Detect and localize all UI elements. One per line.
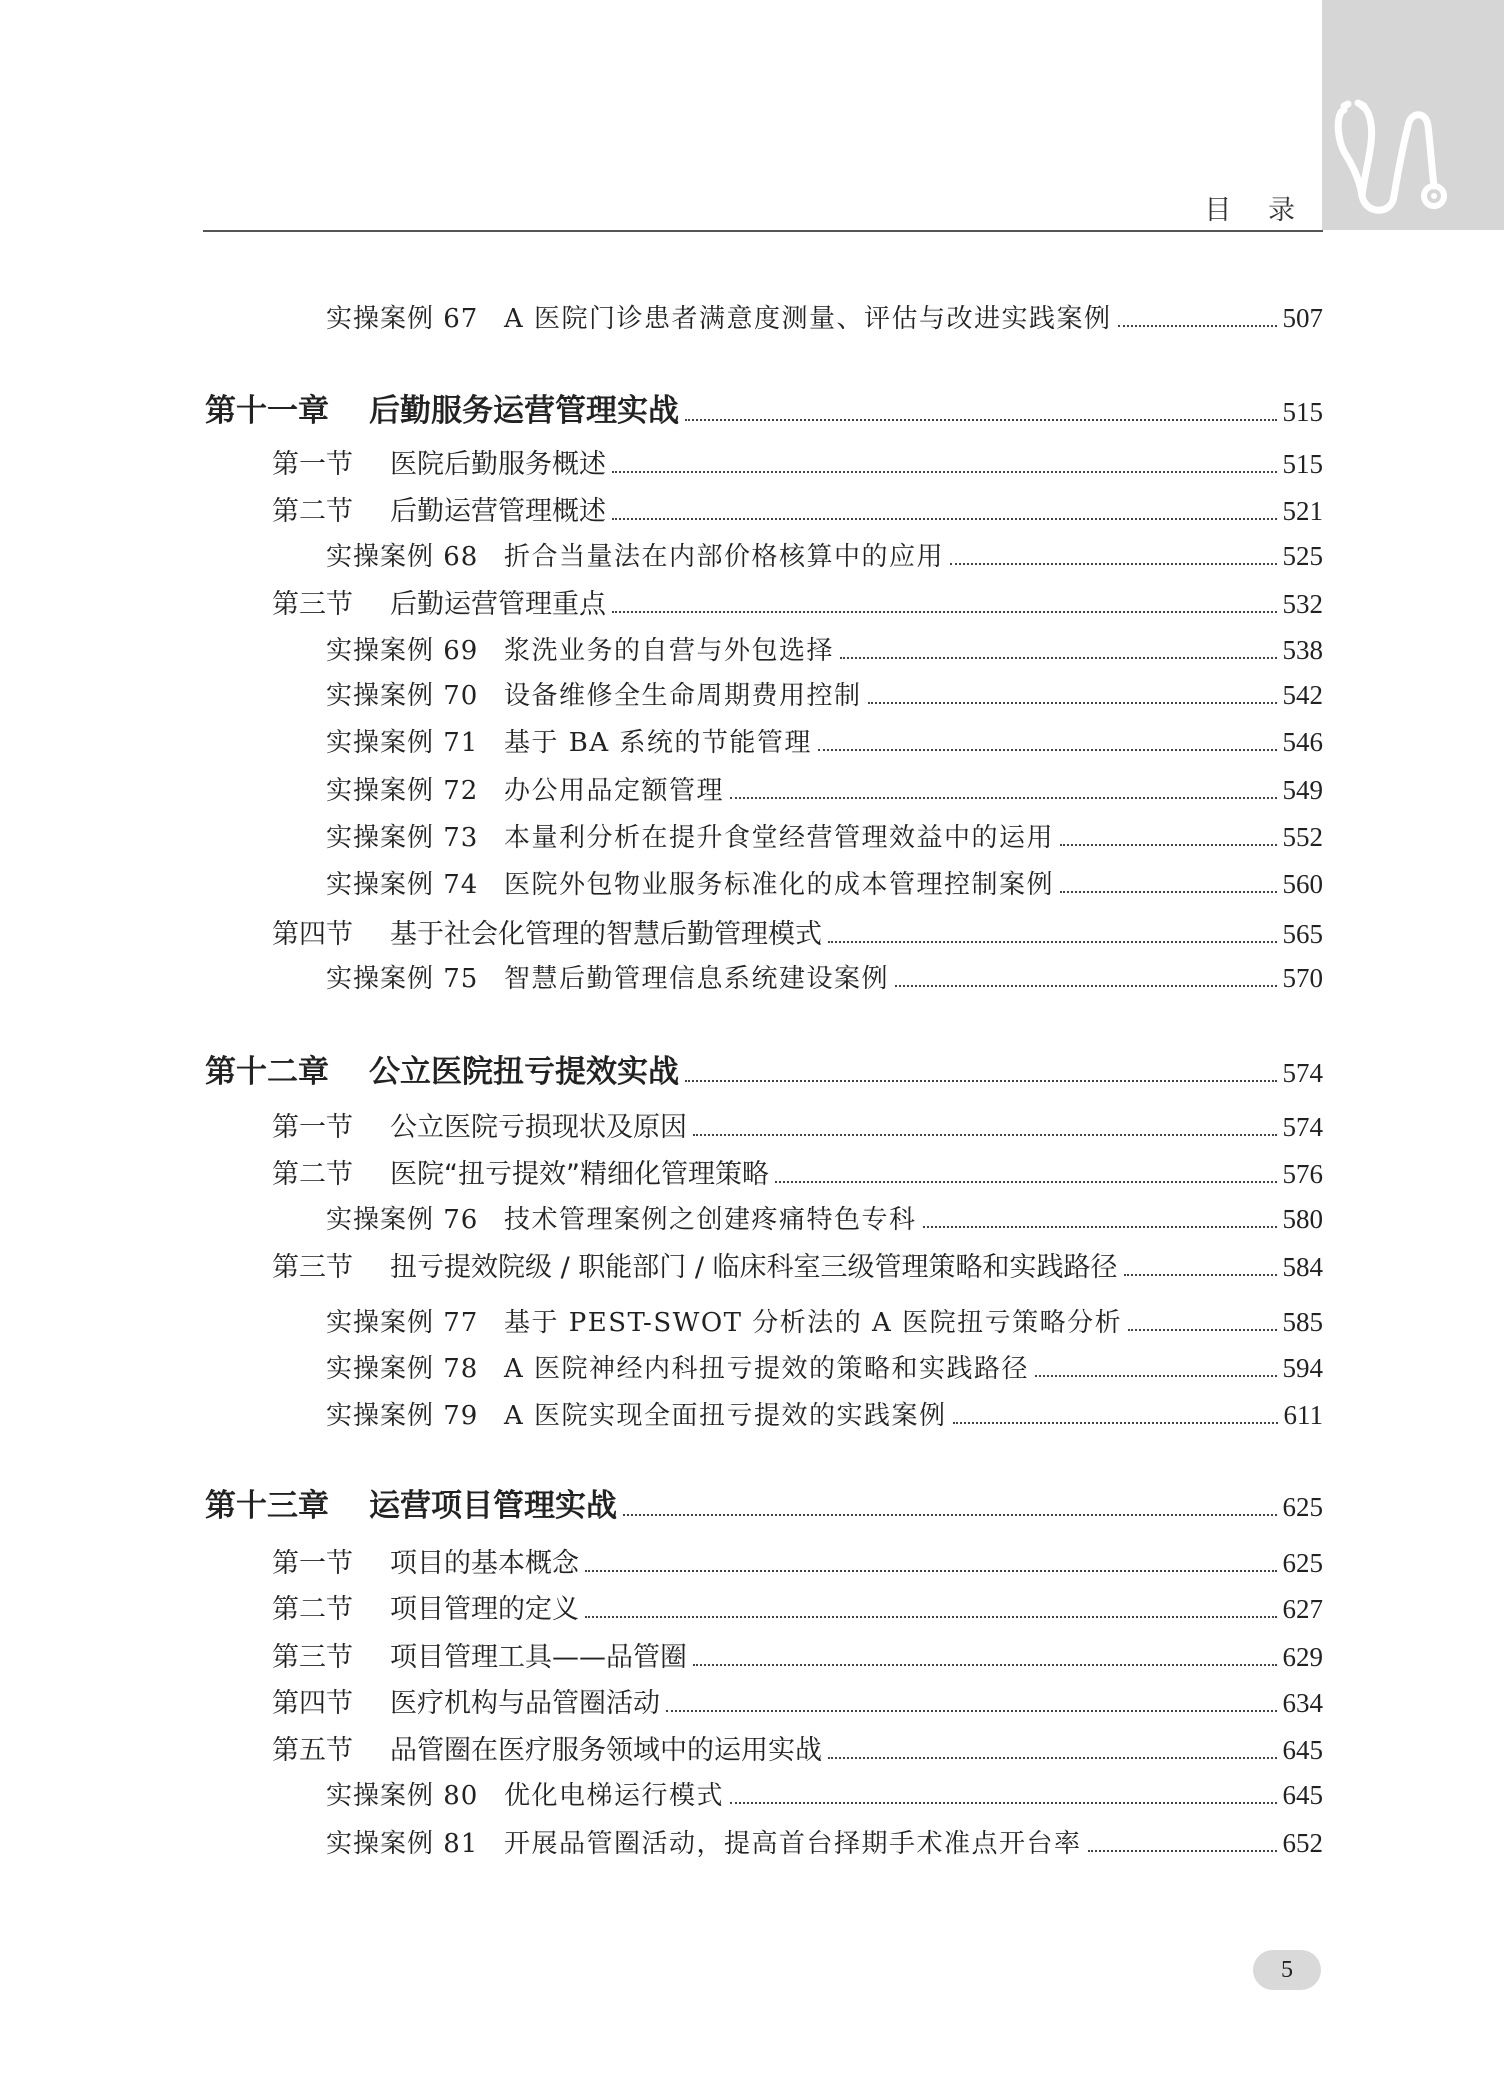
page-number: 5 <box>1253 1950 1321 1990</box>
toc-entry-page: 645 <box>1282 1735 1323 1765</box>
dot-leader <box>693 1664 1277 1666</box>
dot-leader <box>1128 1329 1276 1331</box>
dot-leader <box>666 1710 1277 1712</box>
toc-entry-chapter[interactable] <box>205 385 1323 430</box>
toc-entry-title: 本量利分析在提升食堂经营管理效益中的运用 <box>504 823 1055 853</box>
toc-entry-case[interactable] <box>326 1823 1323 1860</box>
toc-entry-case[interactable] <box>326 1302 1323 1339</box>
toc-entry-page: 574 <box>1282 1058 1323 1088</box>
toc-entry-title: 基于社会化管理的智慧后勤管理模式 <box>390 919 822 950</box>
toc-entry-page: 521 <box>1282 496 1323 526</box>
dot-leader <box>685 419 1277 421</box>
toc-entry-case[interactable] <box>326 536 1323 573</box>
toc-entry-title: 折合当量法在内部价格核算中的应用 <box>504 542 945 572</box>
toc-entry-label: 第一节 <box>272 1548 353 1579</box>
toc-entry-page: 634 <box>1282 1688 1323 1718</box>
toc-entry-page: 546 <box>1282 727 1323 757</box>
toc-entry-page: 515 <box>1282 449 1323 479</box>
toc-entry-page: 538 <box>1282 635 1323 665</box>
toc-entry-label: 实操案例 69 <box>326 636 479 666</box>
toc-entry-page: 625 <box>1282 1548 1323 1578</box>
toc-entry-title: 设备维修全生命周期费用控制 <box>504 681 862 711</box>
toc-entry-title: 公立医院扭亏提效实战 <box>369 1054 679 1090</box>
toc-entry-title: 浆洗业务的自营与外包选择 <box>504 636 835 666</box>
toc-entry-case[interactable] <box>326 1775 1323 1812</box>
toc-entry-case[interactable] <box>326 958 1323 995</box>
toc-entry-label: 实操案例 77 <box>326 1308 479 1338</box>
toc-entry-label: 实操案例 79 <box>326 1401 479 1431</box>
dot-leader <box>585 1570 1277 1572</box>
toc-entry-page: 585 <box>1282 1307 1323 1337</box>
toc-entry-section[interactable] <box>272 1152 1323 1191</box>
toc-entry-page: 576 <box>1282 1159 1323 1189</box>
toc-entry-section[interactable] <box>272 1728 1323 1767</box>
toc-entry-title: A 医院实现全面扭亏提效的实践案例 <box>504 1401 947 1431</box>
toc-entry-section[interactable] <box>272 1681 1323 1720</box>
toc-entry-title: 运营项目管理实战 <box>369 1488 617 1524</box>
stethoscope-icon <box>1322 0 1504 230</box>
toc-entry-title: A 医院门诊患者满意度测量、评估与改进实践案例 <box>504 304 1112 334</box>
toc-entry-page: 565 <box>1282 919 1323 949</box>
toc-entry-page: 532 <box>1282 589 1323 619</box>
toc-entry-title: 公立医院亏损现状及原因 <box>390 1112 687 1143</box>
dot-leader <box>612 471 1277 473</box>
toc-entry-page: 584 <box>1282 1252 1323 1282</box>
toc-entry-page: 611 <box>1283 1400 1323 1430</box>
toc-entry-case[interactable] <box>326 1348 1323 1385</box>
toc-entry-title: 医院“扭亏提效”精细化管理策略 <box>390 1159 769 1190</box>
toc-entry-label: 第三节 <box>272 1642 353 1673</box>
toc-entry-title: 基于 BA 系统的节能管理 <box>504 728 812 758</box>
toc-entry-page: 625 <box>1282 1492 1323 1522</box>
toc-entry-page: 580 <box>1282 1204 1323 1234</box>
toc-entry-label: 实操案例 80 <box>326 1781 479 1811</box>
toc-entry-label: 实操案例 76 <box>326 1205 479 1235</box>
toc-entry-label: 实操案例 81 <box>326 1829 479 1859</box>
dot-leader <box>923 1226 1277 1228</box>
toc-entry-label: 第一节 <box>272 1112 353 1143</box>
dot-leader <box>828 1757 1277 1759</box>
dot-leader <box>623 1514 1277 1516</box>
toc-entry-label: 第十二章 <box>205 1054 329 1090</box>
toc-entry-label: 第四节 <box>272 1688 353 1719</box>
toc-entry-section[interactable] <box>272 1541 1323 1580</box>
dot-leader <box>1124 1274 1277 1276</box>
dot-leader <box>950 563 1276 565</box>
dot-leader <box>1060 891 1276 893</box>
dot-leader <box>612 518 1277 520</box>
dot-leader <box>693 1134 1277 1136</box>
toc-entry-title: 智慧后勤管理信息系统建设案例 <box>504 964 890 994</box>
dot-leader <box>730 797 1276 799</box>
toc-entry-label: 实操案例 71 <box>326 728 479 758</box>
toc-entry-chapter[interactable] <box>205 1480 1323 1525</box>
toc-entry-title: 基于 PEST-SWOT 分析法的 A 医院扭亏策略分析 <box>504 1308 1123 1338</box>
toc-entry-title: 项目管理工具——品管圈 <box>390 1642 687 1673</box>
toc-entry-page: 629 <box>1282 1642 1323 1672</box>
toc-entry-page: 552 <box>1282 822 1323 852</box>
toc-entry-label: 实操案例 70 <box>326 681 479 711</box>
toc-entry-page: 645 <box>1282 1780 1323 1810</box>
dot-leader <box>1088 1850 1277 1852</box>
toc-entry-label: 第十三章 <box>205 1488 329 1524</box>
toc-entry-label: 实操案例 68 <box>326 542 479 572</box>
toc-entry-case[interactable] <box>326 817 1323 854</box>
dot-leader <box>895 985 1276 987</box>
toc-entry-label: 第十一章 <box>205 393 329 429</box>
toc-entry-title: 技术管理案例之创建疼痛特色专科 <box>504 1205 917 1235</box>
toc-entry-label: 实操案例 67 <box>326 304 479 334</box>
toc-entry-page: 549 <box>1282 775 1323 805</box>
toc-entry-case[interactable] <box>326 1199 1323 1236</box>
toc-entry-title: A 医院神经内科扭亏提效的策略和实践路径 <box>504 1354 1030 1384</box>
toc-entry-label: 实操案例 73 <box>326 823 479 853</box>
dot-leader <box>953 1422 1278 1424</box>
toc-entry-page: 574 <box>1282 1112 1323 1142</box>
dot-leader <box>612 611 1277 613</box>
toc-entry-label: 第四节 <box>272 919 353 950</box>
dot-leader <box>1060 844 1276 846</box>
toc-entry-title: 后勤服务运营管理实战 <box>369 393 679 429</box>
toc-entry-section[interactable] <box>272 1587 1323 1626</box>
toc-entry-title: 医疗机构与品管圈活动 <box>390 1688 660 1719</box>
toc-entry-title: 办公用品定额管理 <box>504 776 725 806</box>
toc-entry-page: 507 <box>1282 303 1323 333</box>
toc-entry-title: 扭亏提效院级 / 职能部门 / 临床科室三级管理策略和实践路径 <box>390 1252 1118 1283</box>
corner-tab <box>1322 0 1504 230</box>
dot-leader <box>1035 1375 1276 1377</box>
dot-leader <box>730 1802 1276 1804</box>
toc-entry-title: 品管圈在医疗服务领域中的运用实战 <box>390 1735 822 1766</box>
toc-entry-case[interactable] <box>326 770 1323 807</box>
dot-leader <box>840 657 1276 659</box>
toc-entry-label: 第三节 <box>272 1252 353 1283</box>
toc-entry-label: 实操案例 72 <box>326 776 479 806</box>
toc-entry-title: 医院外包物业服务标准化的成本管理控制案例 <box>504 870 1055 900</box>
toc-entry-section[interactable] <box>272 1635 1323 1674</box>
toc-entry-page: 515 <box>1282 397 1323 427</box>
toc-entry-label: 实操案例 78 <box>326 1354 479 1384</box>
toc-entry-section[interactable] <box>272 912 1323 951</box>
toc-entry-case[interactable] <box>326 675 1323 712</box>
toc-entry-title: 开展品管圈活动，提高首台择期手术准点开台率 <box>504 1829 1082 1859</box>
toc-entry-page: 652 <box>1282 1828 1323 1858</box>
running-header-title: 目 录 <box>1204 195 1309 226</box>
toc-entry-page: 594 <box>1282 1353 1323 1383</box>
toc-entry-title: 项目管理的定义 <box>390 1594 579 1625</box>
toc-entry-case[interactable] <box>326 298 1323 335</box>
dot-leader <box>828 941 1277 943</box>
dot-leader <box>685 1080 1277 1082</box>
toc-entry-label: 第二节 <box>272 496 353 527</box>
toc-entry-title: 医院后勤服务概述 <box>390 449 606 480</box>
toc-entry-case[interactable] <box>326 722 1323 759</box>
toc-entry-page: 542 <box>1282 680 1323 710</box>
dot-leader <box>1118 325 1277 327</box>
toc-entry-section[interactable] <box>272 582 1323 621</box>
toc-entry-section[interactable] <box>272 1245 1323 1284</box>
toc-entry-label: 实操案例 75 <box>326 964 479 994</box>
toc-entry-label: 第二节 <box>272 1159 353 1190</box>
toc-entry-title: 后勤运营管理概述 <box>390 496 606 527</box>
toc-entry-title: 项目的基本概念 <box>390 1548 579 1579</box>
toc-entry-section[interactable] <box>272 489 1323 528</box>
dot-leader <box>585 1616 1277 1618</box>
dot-leader <box>868 702 1277 704</box>
toc-entry-label: 第二节 <box>272 1594 353 1625</box>
header-rule <box>203 230 1323 232</box>
toc-entry-label: 第五节 <box>272 1735 353 1766</box>
toc-entry-section[interactable] <box>272 442 1323 481</box>
toc-entry-title: 优化电梯运行模式 <box>504 1781 725 1811</box>
toc-entry-section[interactable] <box>272 1105 1323 1144</box>
toc-entry-label: 第三节 <box>272 589 353 620</box>
toc-entry-chapter[interactable] <box>205 1046 1323 1091</box>
toc-entry-case[interactable] <box>326 630 1323 667</box>
toc-entry-page: 525 <box>1282 541 1323 571</box>
toc-entry-page: 560 <box>1282 869 1323 899</box>
toc-entry-page: 627 <box>1282 1594 1323 1624</box>
dot-leader <box>775 1181 1277 1183</box>
dot-leader <box>818 749 1277 751</box>
toc-entry-label: 第一节 <box>272 449 353 480</box>
toc-entry-title: 后勤运营管理重点 <box>390 589 606 620</box>
toc-entry-case[interactable] <box>326 864 1323 901</box>
toc-entry-label: 实操案例 74 <box>326 870 479 900</box>
toc-entry-case[interactable] <box>326 1395 1323 1432</box>
toc-entry-page: 570 <box>1282 963 1323 993</box>
